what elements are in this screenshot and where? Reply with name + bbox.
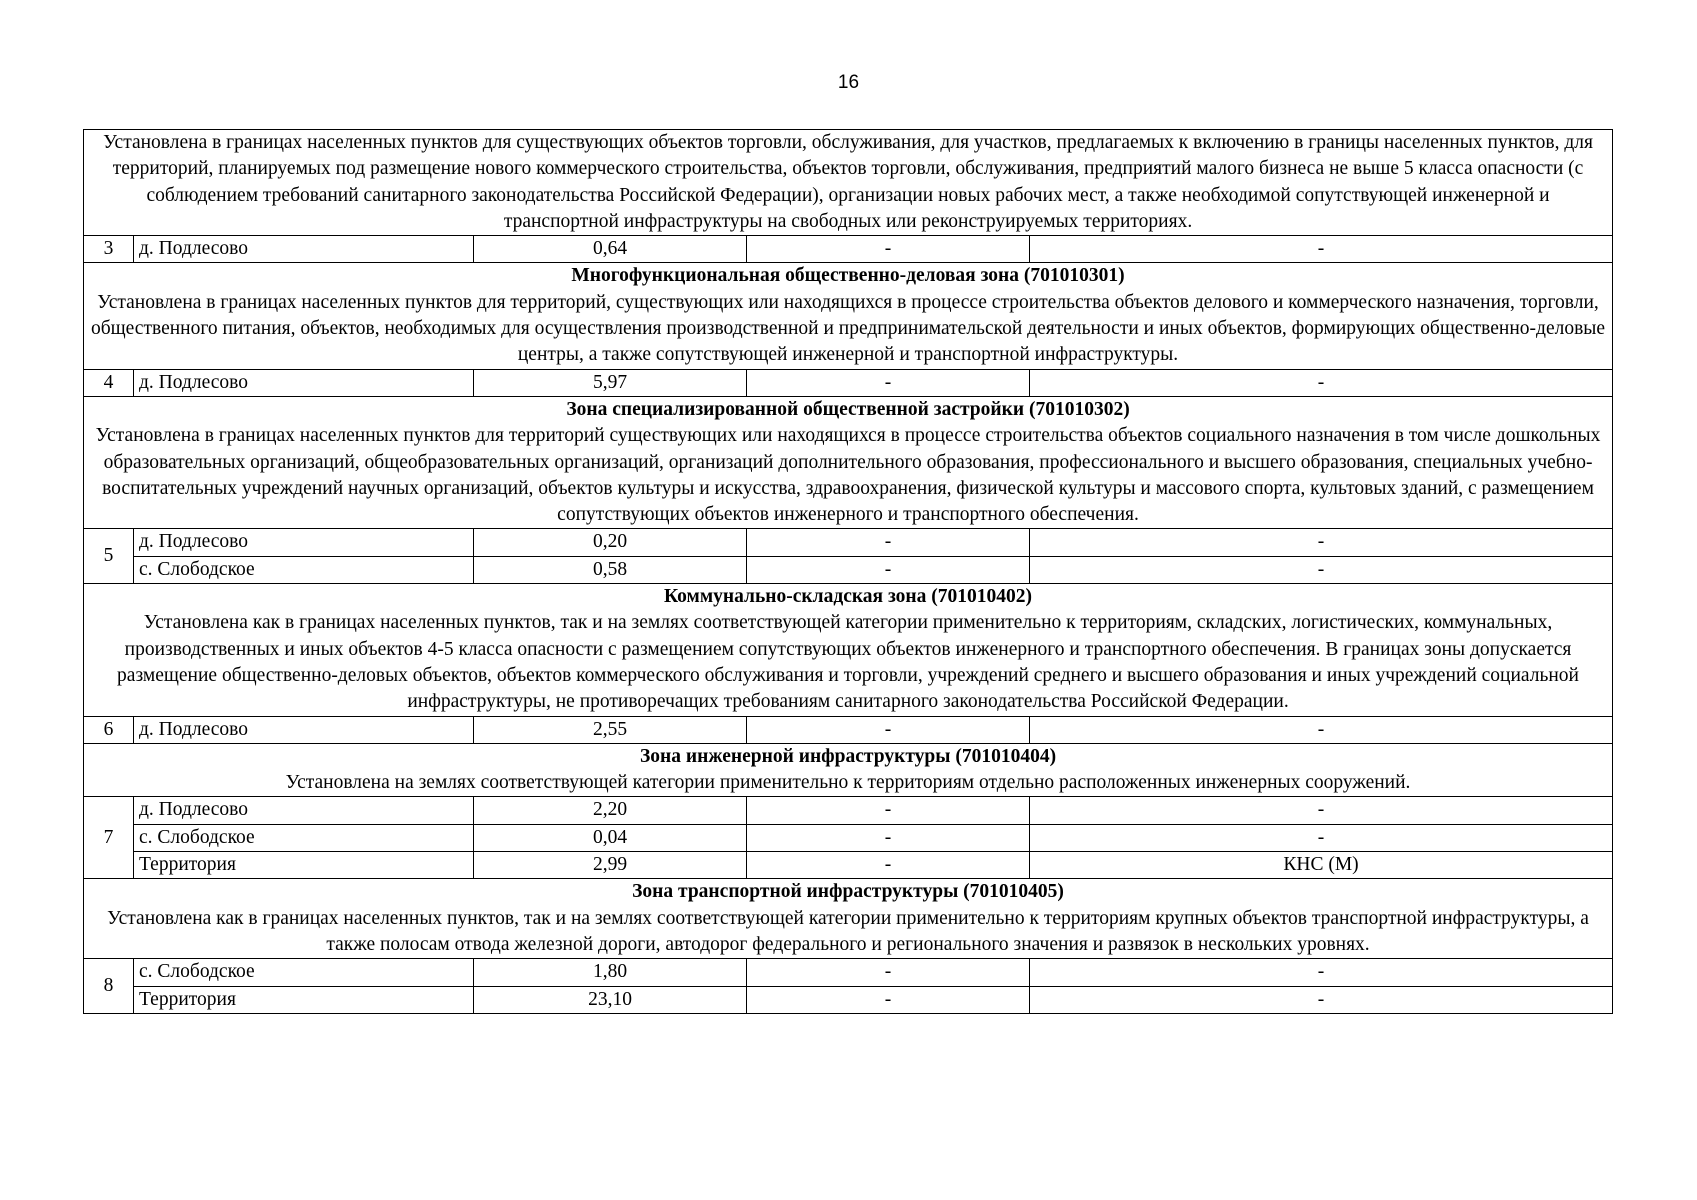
table-row [84, 716, 1613, 743]
settlement-name: д. Подлесово [134, 797, 474, 824]
column-4-value: - [747, 556, 1030, 583]
table-row [84, 529, 1613, 556]
zone-description-row [84, 584, 1613, 716]
page-number: 16 [837, 72, 860, 93]
zone-description-row [84, 743, 1613, 797]
area-value: 2,55 [474, 716, 747, 743]
zone-title: Зона специализированной общественной застройки (701010302) [566, 398, 1130, 420]
table-row [84, 986, 1613, 1013]
column-4-value: - [747, 852, 1030, 879]
zone-description-row [84, 263, 1613, 369]
area-value: 1,80 [474, 959, 747, 986]
column-4-value: - [747, 369, 1030, 396]
area-value: 0,64 [474, 236, 747, 263]
zone-title: Зона инженерной инфраструктуры (701010404) [639, 745, 1057, 767]
zone-description-row [84, 130, 1613, 236]
column-4-value: - [747, 824, 1030, 851]
column-5-value: - [1030, 369, 1613, 396]
zone-title: Зона транспортной инфраструктуры (701010405) [632, 881, 1064, 903]
zone-description-text: Установлена в границах населенных пунктов для территорий, существующих или находящихся в процессе строительства объектов делового и коммерческого назначения, торговли, общественного питания, объектов, необходимых для осуществления производственной и предпринимательской деятельности и иных объектов, формирующих общественно-деловые центры, а также сопутствующей инженерной и транспортной инфраструктуры. [90, 291, 1606, 366]
zone-title: Коммунально-складская зона (701010402) [664, 586, 1033, 608]
row-number: 4 [84, 369, 134, 396]
settlement-name: д. Подлесово [134, 716, 474, 743]
row-number: 5 [84, 529, 134, 584]
table-row [84, 852, 1613, 879]
zone-description-row [84, 879, 1613, 959]
column-5-value: КНС (М) [1030, 852, 1613, 879]
zone-description-row [84, 396, 1613, 528]
area-value: 23,10 [474, 986, 747, 1013]
zone-description-cell [84, 743, 1613, 797]
column-5-value: - [1030, 556, 1613, 583]
column-5-value: - [1030, 824, 1613, 851]
area-value: 0,20 [474, 529, 747, 556]
column-5-value: - [1030, 797, 1613, 824]
table-row [84, 959, 1613, 986]
zones-table-body [84, 130, 1613, 1014]
area-value: 0,58 [474, 556, 747, 583]
zone-description-cell [84, 396, 1613, 528]
table-row [84, 556, 1613, 583]
area-value: 2,20 [474, 797, 747, 824]
table-row [84, 369, 1613, 396]
settlement-name: д. Подлесово [134, 236, 474, 263]
table-row [84, 797, 1613, 824]
column-5-value: - [1030, 236, 1613, 263]
column-5-value: - [1030, 986, 1613, 1013]
column-4-value: - [747, 959, 1030, 986]
zone-title: Многофункциональная общественно-деловая зона (701010301) [571, 265, 1125, 287]
row-number: 8 [84, 959, 134, 1014]
settlement-name: Территория [134, 852, 474, 879]
zone-description-text: Установлена в границах населенных пунктов для территорий существующих или находящихся в процессе строительства объектов социального назначения в том числе дошкольных образовательных организаций, общеобразовательных организаций, организаций дополнительного образования, профессионального и высшего образования, специальных учебно-воспитательных учреждений научных организаций, объектов культуры и искусства, здравоохранения, физической культуры и массового спорта, культовых зданий, с размещением сопутствующих объектов инженерного и транспортного обеспечения. [95, 425, 1601, 526]
zone-description-text: Установлена как в границах населенных пунктов, так и на землях соответствующей категории применительно к территориям, складских, логистических, коммунальных, производственных и иных объектов 4-5 класса опасности с размещением сопутствующих объектов инженерного и транспортного обеспечения. В границах зоны допускается размещение общественно-деловых объектов, объектов коммерческого обслуживания и торговли, учреждений среднего и высшего образования и иных учреждений социальной инфраструктуры, не противоречащих требованиям санитарного законодательства Российской Федерации. [117, 612, 1579, 713]
column-5-value: - [1030, 716, 1613, 743]
column-4-value: - [747, 797, 1030, 824]
area-value: 5,97 [474, 369, 747, 396]
table-row [84, 824, 1613, 851]
settlement-name: с. Слободское [134, 959, 474, 986]
settlement-name: д. Подлесово [134, 369, 474, 396]
area-value: 2,99 [474, 852, 747, 879]
settlement-name: с. Слободское [134, 824, 474, 851]
zone-description-text: Установлена в границах населенных пунктов для существующих объектов торговли, обслуживания, для участков, предлагаемых к включению в границы населенных пунктов, для территорий, планируемых под размещение нового коммерческого строительства, объектов торговли, обслуживания, предприятий малого бизнеса не выше 5 класса опасности (с соблюдением требований санитарного законодательства Российской Федерации), организации новых рабочих мест, а также необходимой сопутствующей инженерной и транспортной инфраструктуры на свободных или реконструируемых территориях. [103, 132, 1593, 232]
area-value: 0,04 [474, 824, 747, 851]
column-5-value: - [1030, 959, 1613, 986]
zone-description-cell [84, 584, 1613, 716]
column-4-value: - [747, 716, 1030, 743]
row-number: 6 [84, 716, 134, 743]
settlement-name: с. Слободское [134, 556, 474, 583]
zone-description-cell [84, 130, 1613, 236]
column-4-value: - [747, 986, 1030, 1013]
column-4-value: - [747, 529, 1030, 556]
row-number: 7 [84, 797, 134, 879]
zone-description-text: Установлена как в границах населенных пунктов, так и на землях соответствующей категории применительно к территориям крупных объектов транспортной инфраструктуры, а также полосам отвода железной дороги, автодорог федерального и регионального значения и развязок в нескольких уровнях. [107, 907, 1589, 955]
row-number: 3 [84, 236, 134, 263]
column-5-value: - [1030, 529, 1613, 556]
settlement-name: Территория [134, 986, 474, 1013]
zone-description-cell [84, 879, 1613, 959]
zones-table [83, 129, 1613, 1014]
column-4-value: - [747, 236, 1030, 263]
zone-description-text: Установлена на землях соответствующей категории применительно к территориям отдельно расположенных инженерных сооружений. [285, 772, 1411, 794]
table-row [84, 236, 1613, 263]
settlement-name: д. Подлесово [134, 529, 474, 556]
zone-description-cell [84, 263, 1613, 369]
